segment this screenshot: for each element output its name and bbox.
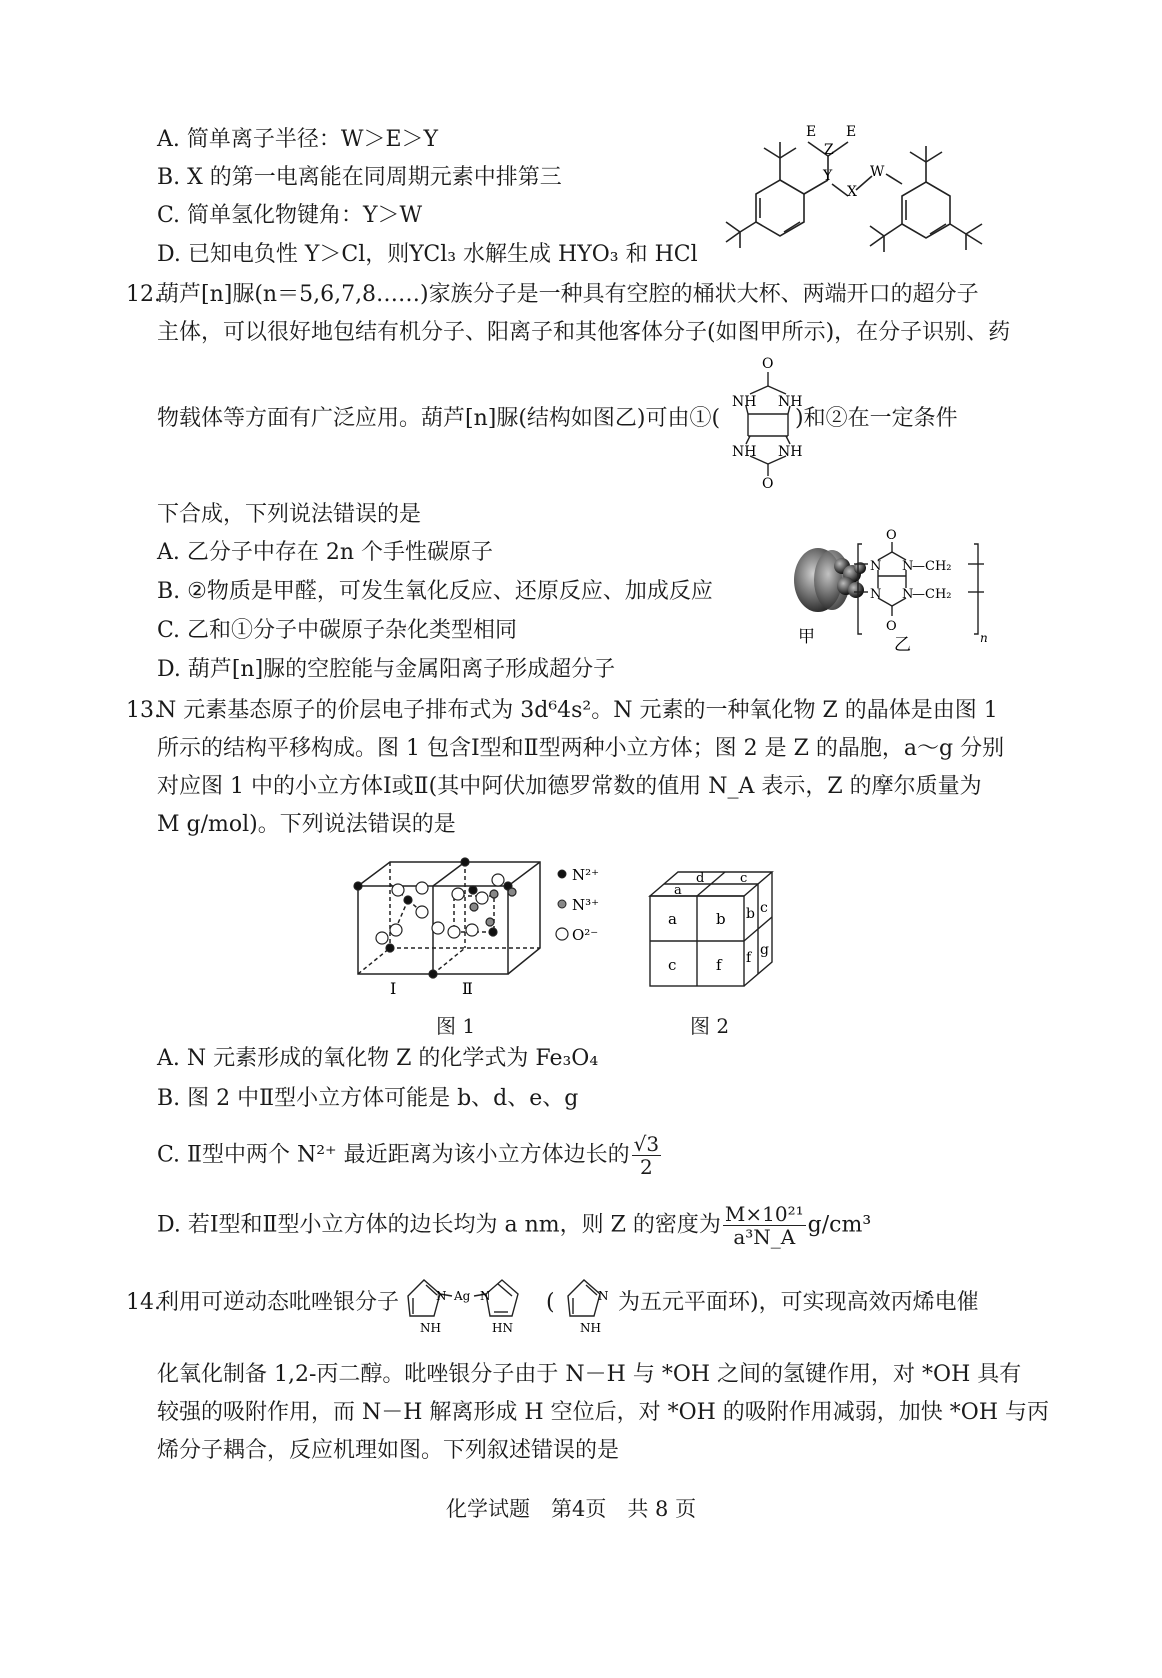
yi-n4: N — [902, 587, 914, 602]
glyco-o-bottom: O — [762, 476, 774, 492]
yi-ch2-bottom: —CH₂ — [912, 587, 952, 602]
q13-option-a: A. N 元素形成的氧化物 Z 的化学式为 Fe₃O₄ — [157, 1046, 599, 1071]
density-unit: g/cm³ — [807, 1212, 872, 1238]
q13-line4: M g/mol)。下列说法错误的是 — [157, 812, 456, 837]
legend-n3plus: N³⁺ — [572, 896, 600, 914]
sqrt3-over-2-fraction — [632, 1133, 661, 1178]
q14-line1-paren: ( — [546, 1290, 555, 1315]
q12-option-c: C. 乙和①分子中碳原子杂化类型相同 — [157, 618, 518, 643]
glyco-nh-4: NH — [778, 444, 803, 460]
legend-o2minus: O²⁻ — [572, 926, 599, 944]
figure-1-caption: 图 1 — [436, 1014, 476, 1038]
label-e1: E — [806, 124, 817, 140]
fraction-numerator: √3 — [633, 1132, 660, 1156]
label-e2: E — [846, 124, 857, 140]
q12-line4: 下合成，下列说法错误的是 — [157, 502, 422, 527]
q12-option-a: A. 乙分子中存在 2n 个手性碳原子 — [157, 540, 494, 565]
fig1-label-type1: Ⅰ — [390, 979, 397, 998]
q11-option-d: D. 已知电负性 Y＞Cl，则YCl₃ 水解生成 HYO₃ 和 HCl — [157, 242, 698, 267]
q12-line2: 主体，可以很好地包结有机分子、阳离子和其他客体分子(如图甲所示)，在分子识别、药 — [157, 320, 1011, 345]
q12-option-d: D. 葫芦[n]脲的空腔能与金属阳离子形成超分子 — [157, 657, 616, 682]
fig2-cell-b: b — [716, 910, 726, 928]
fig2-cell-a: a — [668, 910, 677, 928]
q13-line3: 对应图 1 中的小立方体Ⅰ或Ⅱ(其中阿伏加德罗常数的值用 N_A 表示，Z 的摩尔质量为 — [157, 774, 982, 799]
q13-option-d-text: D. 若Ⅰ型和Ⅱ型小立方体的边长均为 a nm，则 Z 的密度为 — [157, 1212, 721, 1238]
density-fraction — [723, 1203, 806, 1248]
fig2-top-c: c — [740, 871, 748, 886]
q14-line3: 较强的吸附作用，而 N－H 解离形成 H 空位后，对 *OH 的吸附作用减弱，加快 *OH 与丙 — [157, 1400, 1050, 1425]
q11-option-a: A. 简单离子半径：W＞E＞Y — [157, 127, 439, 152]
mol-ag: Ag — [454, 1289, 471, 1303]
fraction-denominator: a³N_A — [733, 1225, 796, 1249]
q13-option-b: B. 图 2 中Ⅱ型小立方体可能是 b、d、e、g — [157, 1086, 579, 1111]
mol-n2: N — [480, 1289, 491, 1303]
fraction-denominator: 2 — [640, 1155, 653, 1179]
mol-nh-left: NH — [420, 1321, 441, 1335]
q11-structure-figure — [720, 118, 1020, 258]
fig1-label-type2: Ⅱ — [462, 979, 473, 998]
q12-line1: 葫芦[n]脲(n＝5,6,7,8……)家族分子是一种具有空腔的桶状大杯、两端开口的超分子 — [157, 282, 979, 307]
glyco-nh-1: NH — [732, 394, 757, 410]
q13-option-c-text: C. Ⅱ型中两个 N²⁺ 最近距离为该小立方体边长的 — [157, 1142, 630, 1168]
cucurbituril-structure-yi — [848, 524, 998, 654]
q13-option-c — [157, 1133, 663, 1178]
legend-n2plus: N²⁺ — [572, 866, 600, 884]
q11-option-b: B. X 的第一电离能在同周期元素中排第三 — [157, 165, 562, 190]
q14-line1-after: 为五元平面环)，可实现高效丙烯电催 — [618, 1290, 979, 1315]
fig2-side-b: b — [746, 906, 755, 922]
fig2-cell-f: f — [716, 956, 722, 974]
label-x: X — [847, 184, 857, 200]
pyrazole-silver-molecule — [394, 1268, 534, 1340]
yi-o-bottom: O — [886, 619, 897, 634]
q13-number: 13. — [126, 698, 161, 723]
q11-option-c: C. 简单氢化物键角：Y＞W — [157, 203, 423, 228]
fig2-top-a: a — [674, 883, 682, 898]
glycoluril-structure — [718, 352, 803, 492]
q12-line3-after: )和②在一定条件 — [795, 406, 958, 431]
yi-n2: N — [902, 559, 914, 574]
yi-n-subscript: n — [980, 631, 988, 645]
q12-line3-before: 物载体等方面有广泛应用。葫芦[n]脲(结构如图乙)可由①( — [157, 406, 721, 431]
q14-line1-before: 利用可逆动态吡唑银分子 — [157, 1290, 400, 1315]
label-w: W — [870, 164, 885, 180]
yi-n1: N — [870, 559, 882, 574]
figure-2-unit-cell — [646, 866, 776, 990]
mol-hn-right: HN — [492, 1321, 513, 1335]
glyco-nh-2: NH — [778, 394, 803, 410]
figure-1-cubes — [350, 852, 620, 1002]
fig2-side-c: c — [760, 900, 768, 916]
q14-number: 14. — [126, 1290, 161, 1315]
fig2-side-g: g — [760, 942, 769, 958]
mol-n1: N — [436, 1289, 447, 1303]
label-y: Y — [823, 168, 833, 184]
q13-line2: 所示的结构平移构成。图 1 包含Ⅰ型和Ⅱ型两种小立方体；图 2 是 Z 的晶胞，a～g 分别 — [157, 736, 1005, 761]
glyco-nh-3: NH — [732, 444, 757, 460]
fig2-top-d: d — [696, 871, 705, 886]
page-footer: 化学试题 第4页 共 8 页 — [446, 1497, 697, 1521]
figure-2-caption: 图 2 — [690, 1014, 730, 1038]
glyco-o-top: O — [762, 356, 774, 372]
yi-o-top: O — [886, 528, 897, 543]
q13-line1: N 元素基态原子的价层电子排布式为 3d⁶4s²。N 元素的一种氧化物 Z 的晶体是由图 1 — [157, 698, 998, 723]
ring-n: N — [598, 1289, 609, 1303]
fig2-cell-c: c — [668, 956, 677, 974]
q12-number: 12. — [126, 282, 161, 307]
q13-option-d — [157, 1203, 871, 1248]
fig2-side-f: f — [746, 950, 752, 966]
pyrazole-ring — [558, 1268, 620, 1340]
yi-n3: N — [870, 587, 882, 602]
q12-option-b: B. ②物质是甲醛，可发生氧化反应、还原反应、加成反应 — [157, 579, 713, 604]
ring-nh: NH — [580, 1321, 601, 1335]
yi-ch2-top: —CH₂ — [912, 559, 952, 574]
label-z: Z — [824, 142, 834, 158]
fig-jia-label: 甲 — [798, 627, 815, 647]
q14-line2: 化氧化制备 1,2-丙二醇。吡唑银分子由于 N－H 与 *OH 之间的氢键作用，对 *OH 具有 — [157, 1362, 1022, 1387]
q14-line4: 烯分子耦合，反应机理如图。下列叙述错误的是 — [157, 1438, 620, 1463]
fig-yi-label: 乙 — [894, 635, 911, 655]
fraction-numerator: M×10²¹ — [724, 1202, 804, 1226]
